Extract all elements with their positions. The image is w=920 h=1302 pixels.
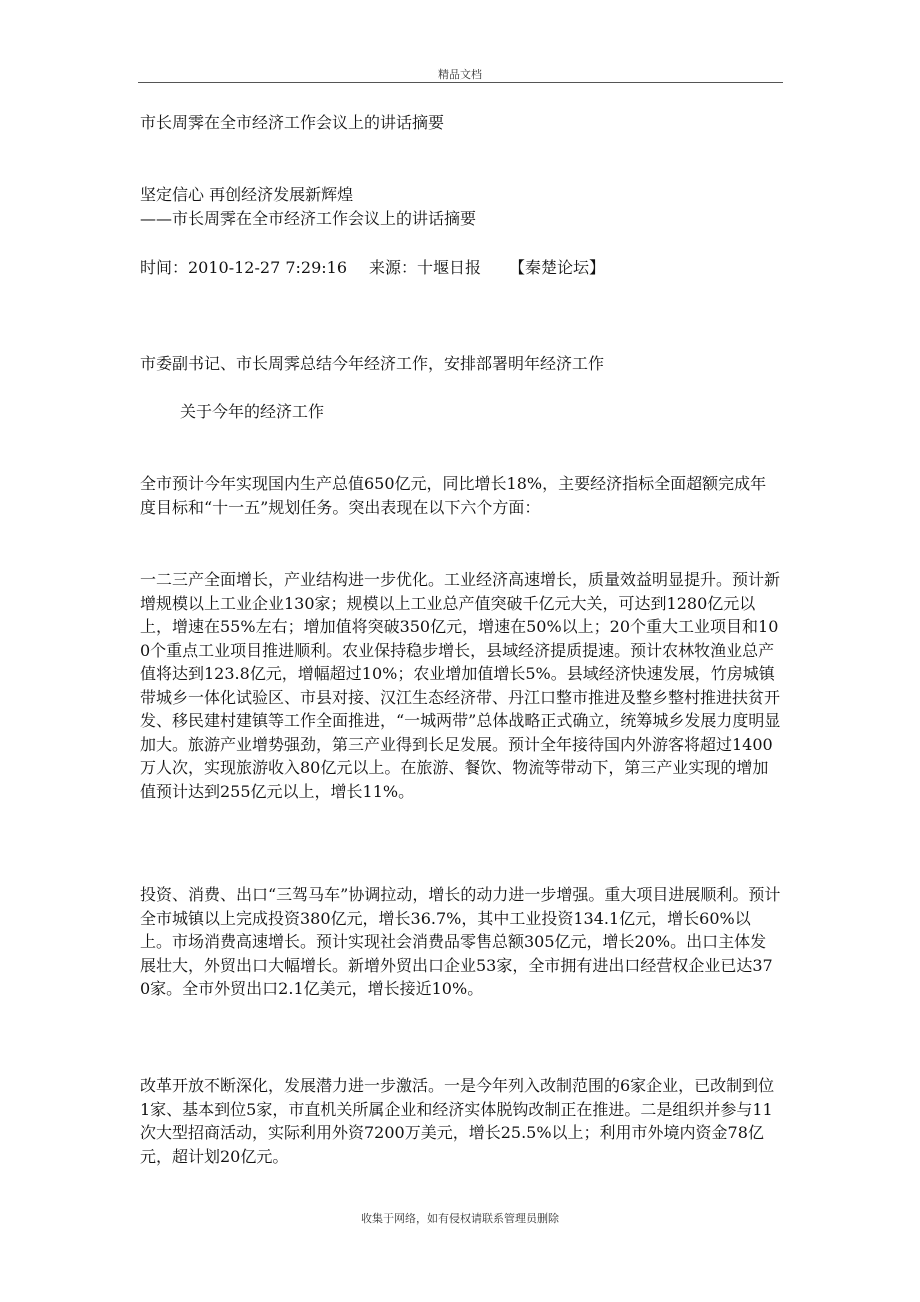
article-meta xyxy=(140,256,782,280)
paragraph-industry-growth: 一二三产全面增长，产业结构进一步优化。工业经济高速增长，质量效益明显提升。预计新增规模以上工业企业130家；规模以上工业总产值突破千亿元大关，可达到1280亿元以上，增速在55%左右；增加值将突破350亿元，增速在50%以上；20个重大工业项目和100个重点工业项目推进顺利。农业保持稳步增长，县域经济提质提速。预计农林牧渔业总产值将达到123.8亿元，增幅超过10%；农业增加值增长5%。县域经济快速发展，竹房城镇带城乡一体化试验区、市县对接、汉江生态经济带、丹江口整市推进及整乡整村推进扶贫开发、移民建村建镇等工作全面推进，“一城两带”总体战略正式确立，统筹城乡发展力度明显加大。旅游产业增势强劲，第三产业得到长足发展。预计全年接待国内外游客将超过1400万人次，实现旅游收入80亿元以上。在旅游、餐饮、物流等带动下，第三产业实现的增加值预计达到255亿元以上，增长11%。 xyxy=(140,570,781,801)
article-lead: 市委副书记、市长周霁总结今年经济工作，安排部署明年经济工作 xyxy=(140,354,605,373)
header-divider xyxy=(138,82,783,83)
page-header-label: 精品文档 xyxy=(438,68,482,81)
article-subheadline: ——市长周霁在全市经济工作会议上的讲话摘要 xyxy=(140,209,477,228)
section-heading: 关于今年的经济工作 xyxy=(180,402,325,421)
document-top-title: 市长周霁在全市经济工作会议上的讲话摘要 xyxy=(140,113,445,132)
meta-time: 时间：2010-12-27 7:29:16 xyxy=(140,258,348,277)
meta-source: 来源：十堰日报 xyxy=(369,258,482,277)
paragraph-investment-consumption-export: 投资、消费、出口“三驾马车”协调拉动，增长的动力进一步增强。重大项目进展顺利。预计全市城镇以上完成投资380亿元，增长36.7%，其中工业投资134.1亿元，增长60%以上。市场消费高速增长。预计实现社会消费品零售总额305亿元，增长20%。出口主体发展壮大，外贸出口大幅增长。新增外贸出口企业53家，全市拥有进出口经营权企业已达370家。全市外贸出口2.1亿美元，增长接近10%。 xyxy=(140,885,781,998)
article-headline: 坚定信心 再创经济发展新辉煌 xyxy=(140,185,354,204)
meta-forum-link[interactable]: 【秦楚论坛】 xyxy=(509,258,606,277)
paragraph-gdp-summary: 全市预计今年实现国内生产总值650亿元，同比增长18%，主要经济指标全面超额完成年度目标和“十一五”规划任务。突出表现在以下六个方面： xyxy=(140,474,767,517)
page-footer-label: 收集于网络，如有侵权请联系管理员删除 xyxy=(361,1212,559,1225)
paragraph-reform-opening: 改革开放不断深化，发展潜力进一步激活。一是今年列入改制范围的6家企业，已改制到位1家、基本到位5家，市直机关所属企业和经济实体脱钩改制正在推进。二是组织并参与11次大型招商活动，实际利用外资7200万美元，增长25.5%以上；利用市外境内资金78亿元，超计划20亿元。 xyxy=(140,1076,775,1166)
